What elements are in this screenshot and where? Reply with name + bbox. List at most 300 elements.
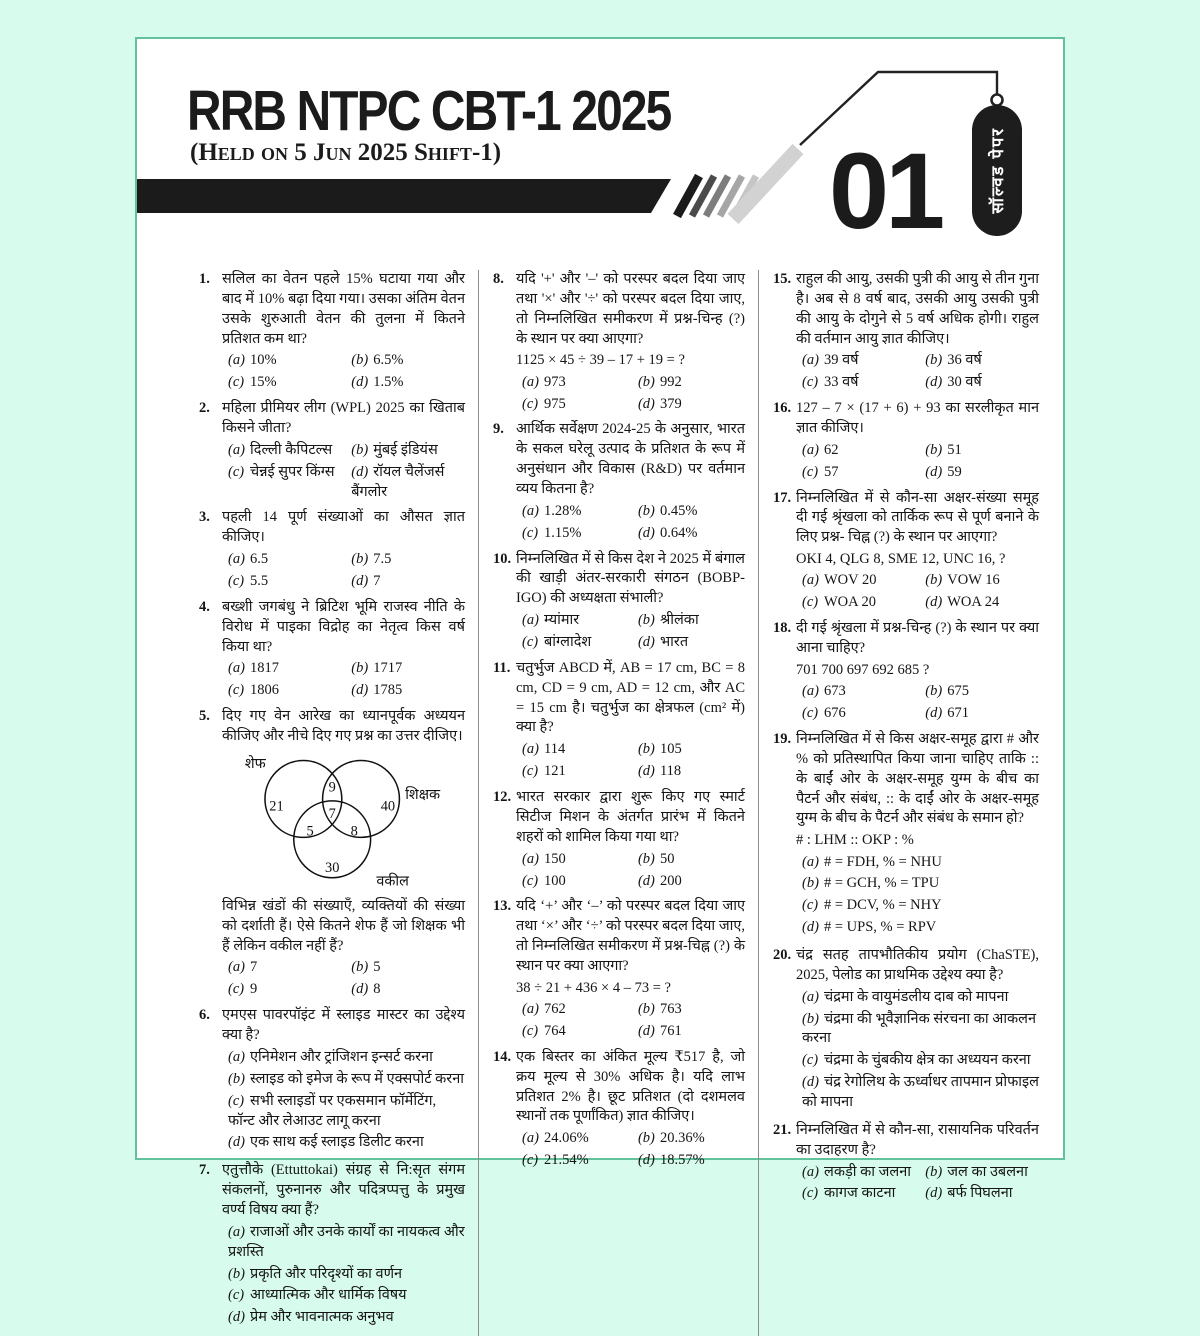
option-text: 676 [824,705,846,722]
option [638,611,745,631]
option-label: (c) [228,573,245,590]
option-text: 7 [373,573,381,590]
option-text: 105 [659,741,682,758]
option-text: 200 [659,872,682,889]
option-text: 9 [250,981,258,998]
option-text: 992 [659,373,682,390]
option [351,441,465,461]
option-label: (a) [522,1001,539,1018]
option-label: (d) [802,919,819,936]
option-text: सभी स्लाइडों पर एकसमान फॉर्मेटिंग, फॉन्ट और लेआउट लागू करना [228,1092,437,1129]
option-text: राजाओं और उनके कार्यों का नायकत्व और प्रशस्ति [228,1223,465,1260]
question-number: 16. [773,400,792,417]
venn-value-teacher_only: 40 [380,798,396,815]
solved-paper-tag [972,105,1022,236]
question-body [222,1161,465,1330]
question-equation: 38 ÷ 21 + 436 × 4 – 73 = ? [516,979,671,996]
option-label: (c) [802,705,819,722]
option [522,1022,638,1042]
option [522,373,638,393]
question-text: एमएस पावरपॉइंट में स्लाइड मास्टर का उद्देश्य क्या है? [222,1007,465,1044]
option [925,593,1039,613]
paper-subtitle: (Held on 5 Jun 2025 Shift-1) [190,139,502,166]
option [228,1070,465,1090]
question-number: 14. [493,1048,512,1065]
question [199,1006,465,1155]
question-text: भारत सरकार द्वारा शुरू किए गए स्मार्ट सिटीज मिशन के अंतर्गत प्रारंभ में कितने शहरों को शामिल किया गया था? [516,789,745,845]
question-number: 11. [493,659,511,676]
option-label: (b) [925,441,943,458]
option-text: 1.28% [544,502,582,519]
question-body [516,788,745,891]
option-label: (a) [522,850,539,867]
option-text: म्यांमार [544,612,580,629]
option [522,395,638,415]
option-label: (c) [228,374,245,391]
option [638,524,745,544]
option-text: # = UPS, % = RPV [824,919,937,936]
question-body [796,946,1039,1115]
option-text: चंद्रमा की भूवैज्ञानिक संरचना का आकलन करना [802,1010,1037,1047]
option-text: चेन्नई सुपर किंग्स [250,463,335,480]
option-label: (c) [802,1185,819,1202]
option-text: 51 [947,441,962,458]
question-number: 17. [773,489,792,506]
question-body [796,270,1039,393]
option [522,762,638,782]
option [228,373,351,393]
option [638,1151,745,1171]
option [802,874,1039,894]
question-number: 3. [199,509,210,526]
question [493,270,745,414]
option [925,704,1039,724]
option [638,762,745,782]
option [802,1051,1039,1071]
question-number: 5. [199,708,210,725]
question-body [796,619,1039,724]
question-text: राहुल की आयु, उसकी पुत्री की आयु से तीन गुना है। अब से 8 वर्ष बाद, उसकी आयु उसकी पुत्री की आयु के दोगुने से 5 वर्ष अधिक होगी। राहुल की वर्तमान आयु ज्ञात कीजिए। [796,271,1039,347]
option-text: # = GCH, % = TPU [824,875,940,892]
question [199,1161,465,1330]
option-text: 150 [544,850,566,867]
option-text: 121 [544,763,566,780]
option [228,980,351,1000]
option [228,1286,465,1306]
question-body [516,659,745,782]
option-label: (c) [228,981,245,998]
option-text: 675 [947,683,969,700]
question-number: 8. [493,271,504,287]
venn-value-chef_lawyer: 5 [306,823,314,840]
option [638,1129,745,1149]
option [802,896,1039,916]
option-text: 6.5 [250,551,269,568]
question-equation: OKI 4, QLG 8, SME 12, UNC 16, ? [796,551,1006,568]
option-text: प्रेम और भावनात्मक अनुभव [250,1309,394,1326]
question [199,508,465,591]
option-label: (b) [637,612,655,629]
option [522,850,638,870]
option-label: (a) [228,1223,245,1240]
option-text: WOA 20 [824,594,876,611]
question [773,270,1039,393]
question-body [516,550,745,653]
option-text: मुंबई इंडियंस [373,441,438,458]
option [228,550,351,570]
option [228,351,351,371]
option-text: भारत [659,634,689,651]
options [516,740,745,782]
paper-title: RRB NTPC CBT-1 2025 [187,80,671,143]
option [802,1184,925,1204]
option [638,373,745,393]
option-label: (d) [637,1022,655,1039]
question-number: 13. [493,898,512,915]
question-text: 127 – 7 × (17 + 6) + 93 का सरलीकृत मान ज्ञात कीजिए। [796,400,1039,437]
option [228,441,351,461]
question-text: महिला प्रीमियर लीग (WPL) 2025 का खिताब किसने जीता? [222,400,465,437]
question-text: निम्नलिखित में से कौन-सा, रासायनिक परिवर्तन का उदाहरण है? [796,1121,1039,1158]
option-text: 10% [250,352,277,369]
solved-paper-tag-label: सॉल्वड पेपर [987,127,1007,214]
option [351,980,465,1000]
option-label: (b) [637,1130,655,1147]
question-number: 6. [199,1007,210,1024]
option-text: 1806 [250,682,279,699]
option-text: 0.45% [659,502,698,519]
option-label: (b) [637,1001,655,1018]
option-label: (d) [351,463,369,480]
option-text: 118 [659,763,682,780]
option-label: (c) [802,463,819,480]
venn-value-lawyer_only: 30 [325,859,340,876]
option-label: (c) [802,897,819,914]
question-body [222,399,465,502]
question [493,897,745,1041]
question-text: बख्शी जगबंधु ने ब्रिटिश भूमि राजस्व नीति के विरोध में पाइका विद्रोह का नेतृत्व किस वर्ष किया था? [222,598,465,655]
option-label: (c) [522,1152,539,1169]
option-label: (c) [228,1092,245,1109]
option-text: 100 [544,872,566,889]
venn-diagram [226,749,448,895]
options [222,659,465,701]
option [802,571,925,591]
option-label: (c) [228,682,245,699]
option-label: (b) [925,683,943,700]
option-label: (a) [802,988,819,1005]
option-text: एक साथ कई स्लाइड डिलीट करना [250,1134,424,1151]
option [925,441,1039,461]
option-text: 1785 [373,682,403,699]
option-text: 762 [544,1001,566,1018]
question-body [516,270,745,414]
option-label: (a) [802,683,819,700]
option-text: 114 [544,741,566,758]
option-text: जल का उबलना [947,1163,1028,1180]
option [802,1010,1039,1050]
options [516,502,745,544]
option-label: (a) [228,660,245,677]
venn-value-chef_teacher: 9 [328,779,336,796]
option-label: (d) [925,463,943,480]
question [493,420,745,543]
venn-set-label-0: शेफ [244,756,266,773]
question-text: एक बिस्तर का अंकित मूल्य ₹517 है, जो क्रय मूल्य से 30% अधिक है। यदि लाभ प्रतिशत 2% है। छूट प्रतिशत (दो दशमलव स्थानों तक पूर्णांकित) ज्ञात कीजिए। [516,1048,745,1125]
option-label: (d) [925,374,943,391]
option-label: (d) [925,1185,943,1202]
option-label: (a) [228,1048,245,1065]
options [222,1048,465,1153]
option-text: 5.5 [250,573,269,590]
option [228,659,351,679]
option [638,502,745,522]
paper-number: 01 [829,130,942,251]
question-text-continued: विभिन्न खंडों की संख्याएँ, व्यक्तियों की संख्या को दर्शाती हैं। ऐसे कितने शेफ हैं जो शिक्षक भी हैं लेकिन वकील नहीं हैं? [222,897,465,954]
option [522,1000,638,1020]
option [802,1073,1039,1113]
option-text: 21.54% [544,1152,589,1169]
options [222,958,465,1000]
question-number: 21. [773,1121,792,1138]
question-text: निम्नलिखित में से कौन-सा अक्षर-संख्या समूह दी गई श्रृंखला को तार्किक रूप से पूर्ण बनाने के लिए प्रश्न- चिह्न (?) के स्थान पर आएगा? [796,489,1039,546]
option [638,850,745,870]
question [493,550,745,653]
option-text: 33 वर्ष [824,374,859,391]
options [796,1163,1039,1205]
question-body [222,707,465,1000]
options [796,571,1039,613]
option-label: (a) [228,959,245,976]
option-label: (a) [802,352,819,369]
option-label: (b) [637,850,655,867]
options [516,1000,745,1042]
option-label: (c) [522,395,539,412]
option-text: 764 [544,1022,566,1039]
question [773,489,1039,614]
question-column-2 [479,270,759,1336]
options [222,1223,465,1328]
question-number: 19. [773,730,792,747]
option-label: (d) [925,594,943,611]
option-text: 975 [544,395,566,412]
option-text: बर्फ पिघलना [947,1185,1013,1202]
option-label: (b) [228,1070,245,1087]
option-label: (a) [522,502,539,519]
venn-value-chef_only: 21 [269,798,284,815]
option-text: बांग्लादेश [544,634,592,651]
option [802,463,925,483]
option-text: चंद्रमा के वायुमंडलीय दाब को मापना [824,988,1009,1005]
option [802,441,925,461]
option-label: (b) [351,352,369,369]
option-text: दिल्ली कैपिटल्स [250,441,333,458]
option-text: श्रीलंका [659,612,699,629]
option-label: (d) [637,634,655,651]
option-label: (c) [522,524,539,541]
option [228,463,351,503]
option-text: 30 वर्ष [947,374,982,391]
options [796,441,1039,483]
option-text: स्लाइड को इमेज के रूप में एक्सपोर्ट करना [250,1070,465,1087]
option-label: (d) [802,1074,819,1091]
option-label: (d) [351,981,369,998]
option [925,682,1039,702]
option [638,395,745,415]
option [228,958,351,978]
option [351,373,465,393]
option-label: (d) [637,524,655,541]
option-text: 18.57% [659,1152,705,1169]
options [222,351,465,393]
option-label: (b) [925,1163,943,1180]
option-label: (b) [351,441,369,458]
option-text: # = DCV, % = NHY [824,897,942,914]
option-label: (a) [522,373,539,390]
venn-value-all_three: 7 [328,806,336,823]
options [796,351,1039,393]
question-equation: # : LHM :: OKP : % [796,832,914,849]
question-number: 10. [493,550,512,567]
option-label: (b) [925,352,943,369]
option-label: (d) [637,1152,655,1169]
venn-value-teacher_lawyer: 8 [350,823,358,840]
question [493,788,745,891]
option [522,524,638,544]
option-label: (b) [228,1265,245,1282]
option [522,1151,638,1171]
question-text: चतुर्भुज ABCD में, AB = 17 cm, BC = 8 cm, CD = 9 cm, AD = 12 cm, और AC = 15 cm है। चतुर्भुज का क्षेत्रफल (cm² में) क्या है? [516,659,745,736]
venn-set-label-2: वकील [376,873,409,890]
options [796,853,1039,938]
option-label: (c) [522,1022,539,1039]
question [773,399,1039,482]
question-number: 2. [199,400,210,417]
option [351,958,465,978]
option-text: 1817 [250,660,279,677]
option [802,593,925,613]
option-text: 7.5 [373,551,392,568]
option [638,633,745,653]
option-text: एनिमेशन और ट्रांजिशन इन्सर्ट करना [250,1048,433,1065]
option-text: 1.15% [544,524,582,541]
option-label: (a) [802,853,819,870]
option-text: 673 [824,683,846,700]
option [228,1092,465,1132]
question [199,399,465,502]
option [522,502,638,522]
option-text: चंद्र रेगोलिथ के ऊर्ध्वाधर तापमान प्रोफाइल को मापना [802,1074,1039,1110]
option-label: (b) [925,572,943,589]
option-text: लकड़ी का जलना [824,1163,912,1180]
question [773,730,1039,940]
option-label: (a) [522,1130,539,1147]
option [802,853,1039,873]
option [802,351,925,371]
paper-card [135,37,1065,1326]
question-equation: 1125 × 45 ÷ 39 – 17 + 19 = ? [516,352,685,369]
option [351,351,465,371]
option-label: (c) [802,1052,819,1069]
option [802,704,925,724]
question-body [516,897,745,1041]
question-number: 15. [773,271,792,287]
options [796,682,1039,724]
option [925,351,1039,371]
option-label: (d) [228,1309,245,1326]
question-body [222,1006,465,1155]
option-text: WOV 20 [824,572,877,589]
question-text: दी गई श्रृंखला में प्रश्न-चिन्ह (?) के स्थान पर क्या आना चाहिए? [796,620,1039,657]
question-number: 7. [199,1162,210,1179]
option-text: आध्यात्मिक और धार्मिक विषय [250,1287,407,1304]
option-text: 0.64% [659,524,698,541]
option-text: 1717 [373,660,403,677]
option-label: (a) [802,1163,819,1180]
option-label: (b) [351,959,369,976]
option-label: (b) [637,502,655,519]
question-body [222,270,465,393]
question-column-1 [199,270,479,1336]
option-text: कागज काटना [824,1185,896,1202]
question [199,598,465,701]
option [351,681,465,701]
question [773,946,1039,1115]
option-label: (a) [522,612,539,629]
option [638,740,745,760]
question-text: यदि '+' और '–' को परस्पर बदल दिया जाए तथा '×' और '÷' को परस्पर बदल दिया जाए, तो निम्नलिखित समीकरण में प्रश्न-चिन्ह (?) के स्थान पर क्या आएगा? [516,271,745,347]
option-text: WOA 24 [947,594,1000,611]
option-text: 761 [659,1022,682,1039]
option-text: 20.36% [659,1130,705,1147]
question-body [222,598,465,701]
option-text: 24.06% [544,1130,589,1147]
options [222,550,465,592]
option [351,659,465,679]
option-text: VOW 16 [947,572,1000,589]
question-body [796,730,1039,940]
option-label: (a) [228,551,245,568]
question-text: पहली 14 पूर्ण संख्याओं का औसत ज्ञात कीजिए। [222,509,465,546]
option-label: (d) [351,682,369,699]
option [351,550,465,570]
question-body [796,399,1039,482]
option-label: (c) [228,463,245,480]
option [802,918,1039,938]
option-text: 5 [373,959,381,976]
option-label: (c) [522,763,539,780]
question [493,659,745,782]
question-number: 1. [199,271,210,287]
question [199,270,465,393]
option-text: 379 [659,395,682,412]
option-text: 973 [544,373,566,390]
options [796,988,1039,1113]
ribbon-gray-stripe [733,149,798,219]
option-label: (c) [802,374,819,391]
option-text: 39 वर्ष [824,352,859,369]
question-text: सलिल का वेतन पहले 15% घटाया गया और बाद में 10% बढ़ा दिया गया। उसका अंतिम वेतन उसके शुरुआती वेतन की तुलना में कितने प्रतिशत कम था? [222,271,465,347]
option [925,1163,1039,1183]
option-text: प्रकृति और परिदृश्यों का वर्णन [250,1265,403,1282]
question [773,1121,1039,1204]
question [199,707,465,1000]
options [516,1129,745,1171]
option [228,1308,465,1328]
question-text: दिए गए वेन आरेख का ध्यानपूर्वक अध्ययन कीजिए और नीचे दिए गए प्रश्न का उत्तर दीजिए। [222,708,465,745]
option-text: 6.5% [373,352,404,369]
option-label: (d) [637,763,655,780]
